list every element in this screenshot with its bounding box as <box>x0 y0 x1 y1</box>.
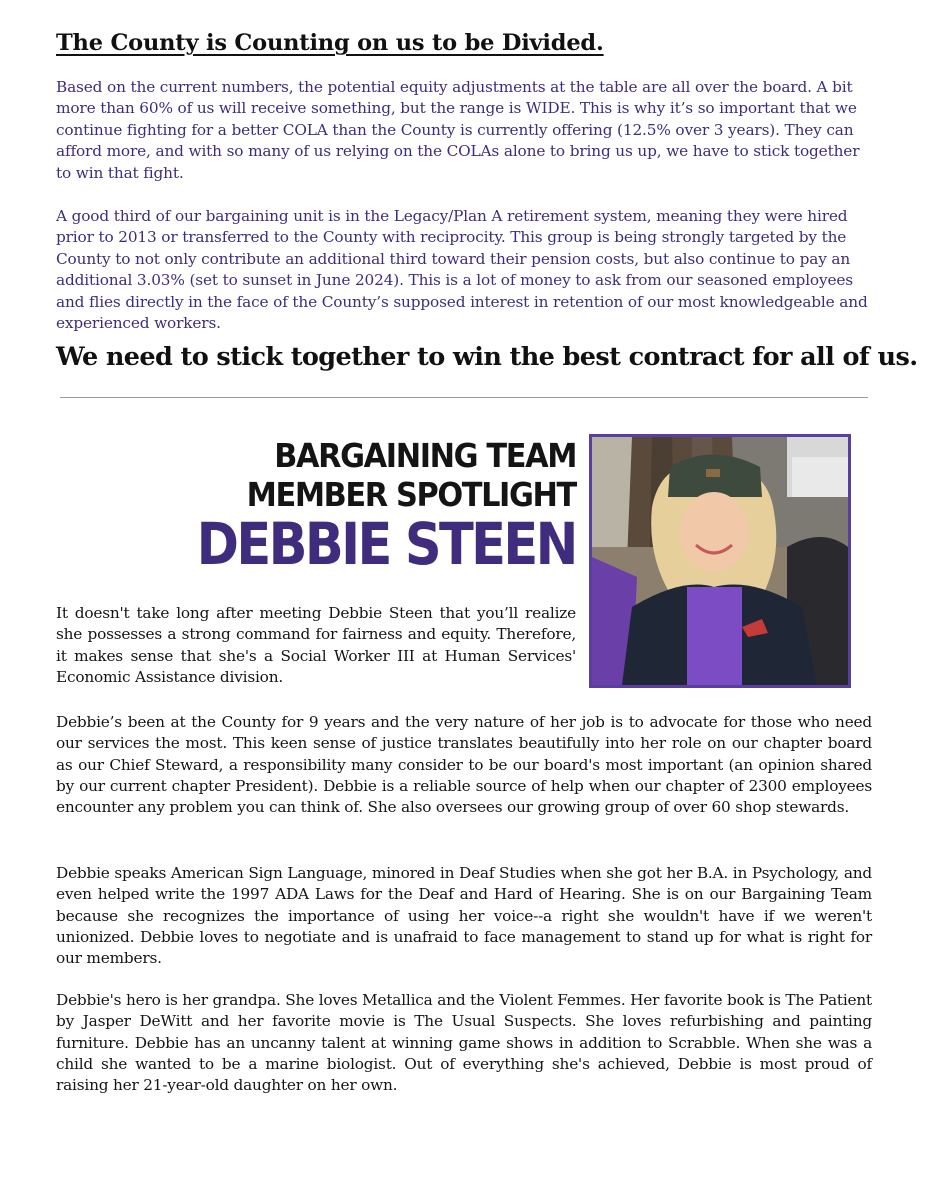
spotlight-member-name: DEBBIE STEEN <box>196 510 576 578</box>
spotlight-intro: It doesn't take long after meeting Debbie Steen that you’ll realize she possesses a strong command for fairness and equity. Therefore, it makes sense that she's a Social Worker III at Human Services' Economic Assistance division. <box>56 604 576 686</box>
spotlight-paragraph-asl: Debbie speaks American Sign Language, minored in Deaf Studies when she got her B.A. in Psychology, and even helped write the 1997 ADA Laws for the Deaf and Hard of Hearing. She is on our Bargaining Team because she recognizes the importance of using her voice--a right she wouldn't have if we weren't unionized. Debbie loves to negotiate and is unafraid to face management to stand up for what is right for our members. <box>56 864 872 968</box>
spotlight-heading-line1: BARGAINING TEAM <box>274 436 576 475</box>
spotlight-paragraph-career: Debbie’s been at the County for 9 years and the very nature of her job is to advocate for those who need our services the most. This keen sense of justice translates beautifully into her role on our chapter board as our Chief Steward, a responsibility many consider to be our board's most important (an opinion shared by our current chapter President). Debbie is a reliable source of help when our chapter of 2300 employees encounter any problem you can think of. She also oversees our growing group of over 60 shop stewards. <box>56 713 872 817</box>
member-photo <box>589 434 851 688</box>
spotlight-paragraph-personal: Debbie's hero is her grandpa. She loves Metallica and the Violent Femmes. Her favorite book is The Patient by Jasper DeWitt and her favorite movie is The Usual Suspects. She loves refurbishing and painting furniture. Debbie has an uncanny talent at winning game shows in addition to Scrabble. When she was a child she wanted to be a marine biologist. Out of everything she's achieved, Debbie is most proud of raising her 21-year-old daughter on her own. <box>56 991 872 1095</box>
call-to-action: We need to stick together to win the best contract for all of us. <box>56 342 918 372</box>
retirement-paragraph: A good third of our bargaining unit is in the Legacy/Plan A retirement system, meaning they were hired prior to 2013 or transferred to the County with reciprocity. This group is being strongly targeted by the County to not only contribute an additional third toward their pension costs, but also continue to pay an additional 3.03% (set to sunset in June 2024). This is a lot of money to ask from our seasoned employees and flies directly in the face of the County’s supposed interest in retention of our most knowledgeable and experienced workers. <box>56 207 868 333</box>
section-divider <box>60 397 868 398</box>
spotlight-heading-line2: MEMBER SPOTLIGHT <box>246 475 576 514</box>
section-heading: The County is Counting on us to be Divided. <box>56 30 604 56</box>
equity-paragraph: Based on the current numbers, the potential equity adjustments at the table are all over the board. A bit more than 60% of us will receive something, but the range is WIDE. This is why it’s so important that we continue fighting for a better COLA than the County is currently offering (12.5% over 3 years). They can afford more, and with so many of us relying on the COLAs alone to bring us up, we have to stick together to win that fight. <box>56 78 860 182</box>
member-photo-illustration <box>592 437 848 685</box>
